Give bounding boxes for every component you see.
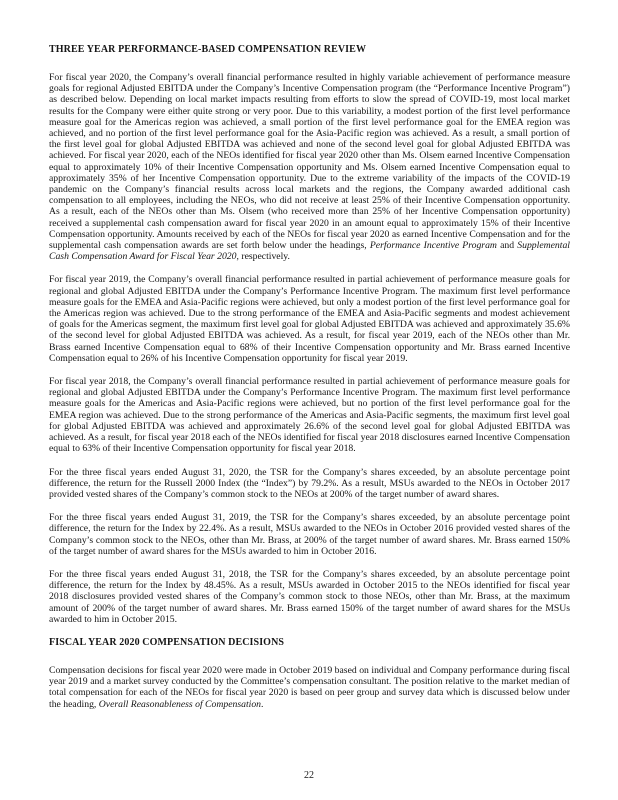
italic-ref-overall-reasonableness: Overall Reasonableness of Compensation	[98, 698, 262, 710]
paragraph-fy2020-tail: , respectively.	[236, 251, 290, 263]
paragraph-fy2020-performance	[49, 72, 570, 262]
paragraph-fy2018-performance: For fiscal year 2018, the Company’s overall financial performance resulted in partial achievement of performance measure goals for regional and global Adjusted EBITDA under the Company’s Performance Incentive Program. The maximum first level performance measure goals for the Americas and Asia-Pacific regions were achieved, but no portion of the first level performance goal for the EMEA region was achieved. Due to the strong performance of the Americas and Asia-Pacific segments, the maximum first level goal for global Adjusted EBITDA was achieved and approximately 26.6% of the second level goal for global Adjusted EBITDA was achieved. As a result, for fiscal year 2018 each of the NEOs identified for fiscal year 2018 disclosures earned Incentive Compensation equal to 63% of their Incentive Compensation opportunity for fiscal year 2018.	[49, 376, 570, 455]
paragraph-tsr-2018: For the three fiscal years ended August 31, 2018, the TSR for the Company’s shares exceeded, by an absolute percentage point difference, the return for the Index by 48.45%. As a result, MSUs awarded in October 2015 to the NEOs identified for fiscal year 2018 disclosures provided vested shares of the Company’s common stock to those NEOs, other than Mr. Brass, at the maximum amount of 200% of the target number of award shares. Mr. Brass earned 150% of the target number of award shares for the MSUs awarded to him in October 2015.	[49, 568, 570, 625]
italic-ref-supplemental-cash-award: Supplemental Cash Compensation Award for Fiscal Year 2020	[49, 240, 570, 263]
page-number: 22	[304, 770, 314, 781]
paragraph-fy2019-performance: For fiscal year 2019, the Company’s overall financial performance resulted in partial achievement of performance measure goals for regional and global Adjusted EBITDA under the Company’s Performance Incentive Program. The maximum first level performance measure goals for the EMEA and Asia-Pacific regions were achieved, but only a modest portion of the first level performance goal for the Americas region was achieved. Due to the strong performance of the EMEA and Asia-Pacific segments and modest achievement of goals for the Americas segment, the maximum first level goal for global Adjusted EBITDA was achieved and approximately 35.6% of the second level for global Adjusted EBITDA was achieved. As a result, for fiscal year 2019, each of the NEOs other than Mr. Brass earned Incentive Compensation equal to 68% of their Incentive Compensation opportunity and Mr. Brass earned Incentive Compensation equal to 26% of his Incentive Compensation opportunity for fiscal year 2019.	[49, 274, 570, 364]
page-content	[49, 44, 570, 722]
section-heading-fy2020-decisions: FISCAL YEAR 2020 COMPENSATION DECISIONS	[49, 636, 285, 648]
section-heading-three-year-review: THREE YEAR PERFORMANCE-BASED COMPENSATION REVIEW	[49, 44, 367, 55]
paragraph-fy2020-conjunction: and	[496, 240, 518, 252]
paragraph-fy2020-decisions	[49, 665, 570, 710]
paragraph-fy2020-body: For fiscal year 2020, the Company’s overall financial performance resulted in highly variable achievement of performance measure goals for regional Adjusted EBITDA under the Company’s Incentive Compensation program (the “Performance Incentive Program”) as described below. Depending on local market impacts resulting from efforts to slow the spread of COVID-19, most local market results for the Company were either quite strong or very poor. Due to this variability, a modest portion of the first level performance measure goal for the Americas region was achieved, a small portion of the first level performance goal for the EMEA region was achieved, and no portion of the first level performance goal for the Asia-Pacific region was achieved. As a result, a small portion of the first level goal for global Adjusted EBITDA was achieved and none of the second level goal for global Adjusted EBITDA was achieved. For fiscal year 2020, each of the NEOs identified for fiscal year 2020 other than Ms. Olsem earned Incentive Compensation equal to approximately 10% of their Incentive Compensation opportunity and Ms. Olsem earned Incentive Compensation equal to approximately 35% of her Incentive Compensation opportunity. Due to the extreme variability of the impacts of the COVID-19 pandemic on the Company’s financial results across local markets and the regions, the Company awarded additional cash compensation to all employees, including the NEOs, who did not receive at least 25% of their Incentive Compensation opportunity. As a result, each of the NEOs other than Ms. Olsem (who received more than 25% of her Incentive Compensation opportunity) received a supplemental cash compensation award for fiscal year 2020 in an amount equal to approximately 15% of their Incentive Compensation opportunity. Amounts received by each of the NEOs for fiscal year 2020 as earned Incentive Compensation and for the supplemental cash compensation awards are set forth below under the headings,	[49, 72, 570, 252]
paragraph-decisions-tail: .	[261, 698, 264, 710]
paragraph-tsr-2019: For the three fiscal years ended August 31, 2019, the TSR for the Company’s shares exceeded, by an absolute percentage point difference, the return for the Index by 22.4%. As a result, MSUs awarded to the NEOs in October 2016 provided vested shares of the Company’s common stock to the NEOs, other than Mr. Brass, at 200% of the target number of award shares. Mr. Brass earned 150% of the target number of award shares for the MSUs awarded to him in October 2016.	[49, 512, 570, 557]
paragraph-decisions-body: Compensation decisions for fiscal year 2020 were made in October 2019 based on individual and Company performance during fiscal year 2019 and a market survey conducted by the Committee’s compensation consultant. The position relative to the market median of total compensation for each of the NEOs for fiscal year 2020 is based on peer group and survey data which is discussed below under the heading,	[49, 664, 570, 710]
paragraph-tsr-2020: For the three fiscal years ended August 31, 2020, the TSR for the Company’s shares exceeded, by an absolute percentage point difference, the return for the Russell 2000 Index (the “Index”) by 79.2%. As a result, MSUs awarded to the NEOs in October 2017 provided vested shares of the Company’s common stock to the NEOs at 200% of the target number of award shares.	[49, 466, 570, 500]
italic-ref-performance-incentive-program: Performance Incentive Program	[369, 240, 497, 252]
